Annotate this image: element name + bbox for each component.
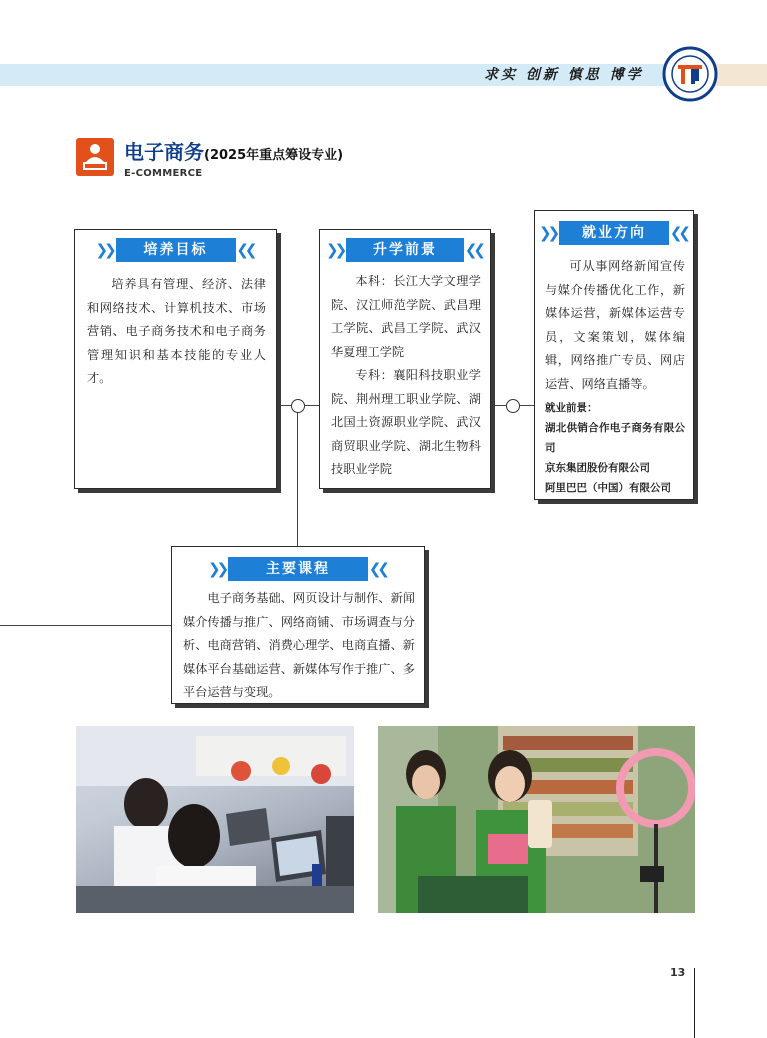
courses-box (171, 546, 425, 704)
career-prospects (545, 398, 685, 498)
study-college: 专科：襄阳科技职业学院、荆州理工职业学院、湖北国土资源职业学院、武汉商贸职业学院、湖北生物科技职业学院 (331, 368, 481, 476)
goal-text: 培养具有管理、经济、法律和网络技术、计算机技术、市场营销、电子商务技术和电子商务管理知识和基本技能的专业人才。 (87, 277, 266, 385)
students-at-laptops-photo (76, 726, 354, 913)
courses-text: 电子商务基础、网页设计与制作、新闻媒介传播与推广、网络商铺、市场调查与分析、电商营销、消费心理学、电商直播、新媒体平台基础运营、新媒体写作于推广、多平台运营与变现。 (183, 591, 415, 699)
school-logo-icon (662, 46, 718, 102)
goal-box (74, 229, 277, 489)
courses-title: ❯❯ 主要课程 ❮❮ (228, 557, 368, 581)
career-company: 京东集团股份有限公司 (545, 462, 650, 474)
connector-left (0, 625, 171, 626)
study-title: ❯❯ 升学前景 ❮❮ (346, 238, 464, 262)
career-company: 阿里巴巴（中国）有限公司 (545, 482, 671, 494)
career-prospects-label: 就业前景： (545, 402, 598, 414)
courses-text-block (183, 587, 415, 705)
page-rule (694, 968, 695, 1038)
page-number: 13 (670, 966, 686, 979)
study-box (319, 229, 491, 489)
goal-title: ❯❯ 培养目标 ❮❮ (116, 238, 236, 262)
study-text-block (331, 270, 481, 482)
section-title-text: 电子商务 (124, 140, 204, 164)
career-box (534, 210, 694, 500)
connector-node (291, 399, 305, 413)
career-text-block (545, 255, 685, 498)
section-subtitle: (2025年重点筹设专业) (204, 148, 344, 163)
career-company: 湖北供销合作电子商务有限公司 (545, 422, 685, 454)
career-text: 可从事网络新闻宣传与媒介传播优化工作，新媒体运营，新媒体运营专员，文案策划，媒体编辑，网络推广专员、网店运营、网络直播等。 (545, 259, 685, 391)
teacher-podium-icon (76, 138, 114, 176)
school-motto: 求实 创新 慎思 博学 (484, 67, 644, 83)
study-undergrad: 本科：长江大学文理学院、汉江师范学院、武昌理工学院、武昌工学院、武汉华夏理工学院 (331, 274, 481, 359)
career-title: ❯❯ 就业方向 ❮❮ (559, 221, 669, 245)
section-title (124, 136, 343, 165)
section-english-title: E-COMMERCE (124, 168, 203, 179)
connector-vertical (297, 405, 298, 546)
connector-node (506, 399, 520, 413)
livestream-sales-photo (378, 726, 695, 913)
header-band-accent (712, 64, 767, 86)
goal-text-block (87, 273, 266, 391)
